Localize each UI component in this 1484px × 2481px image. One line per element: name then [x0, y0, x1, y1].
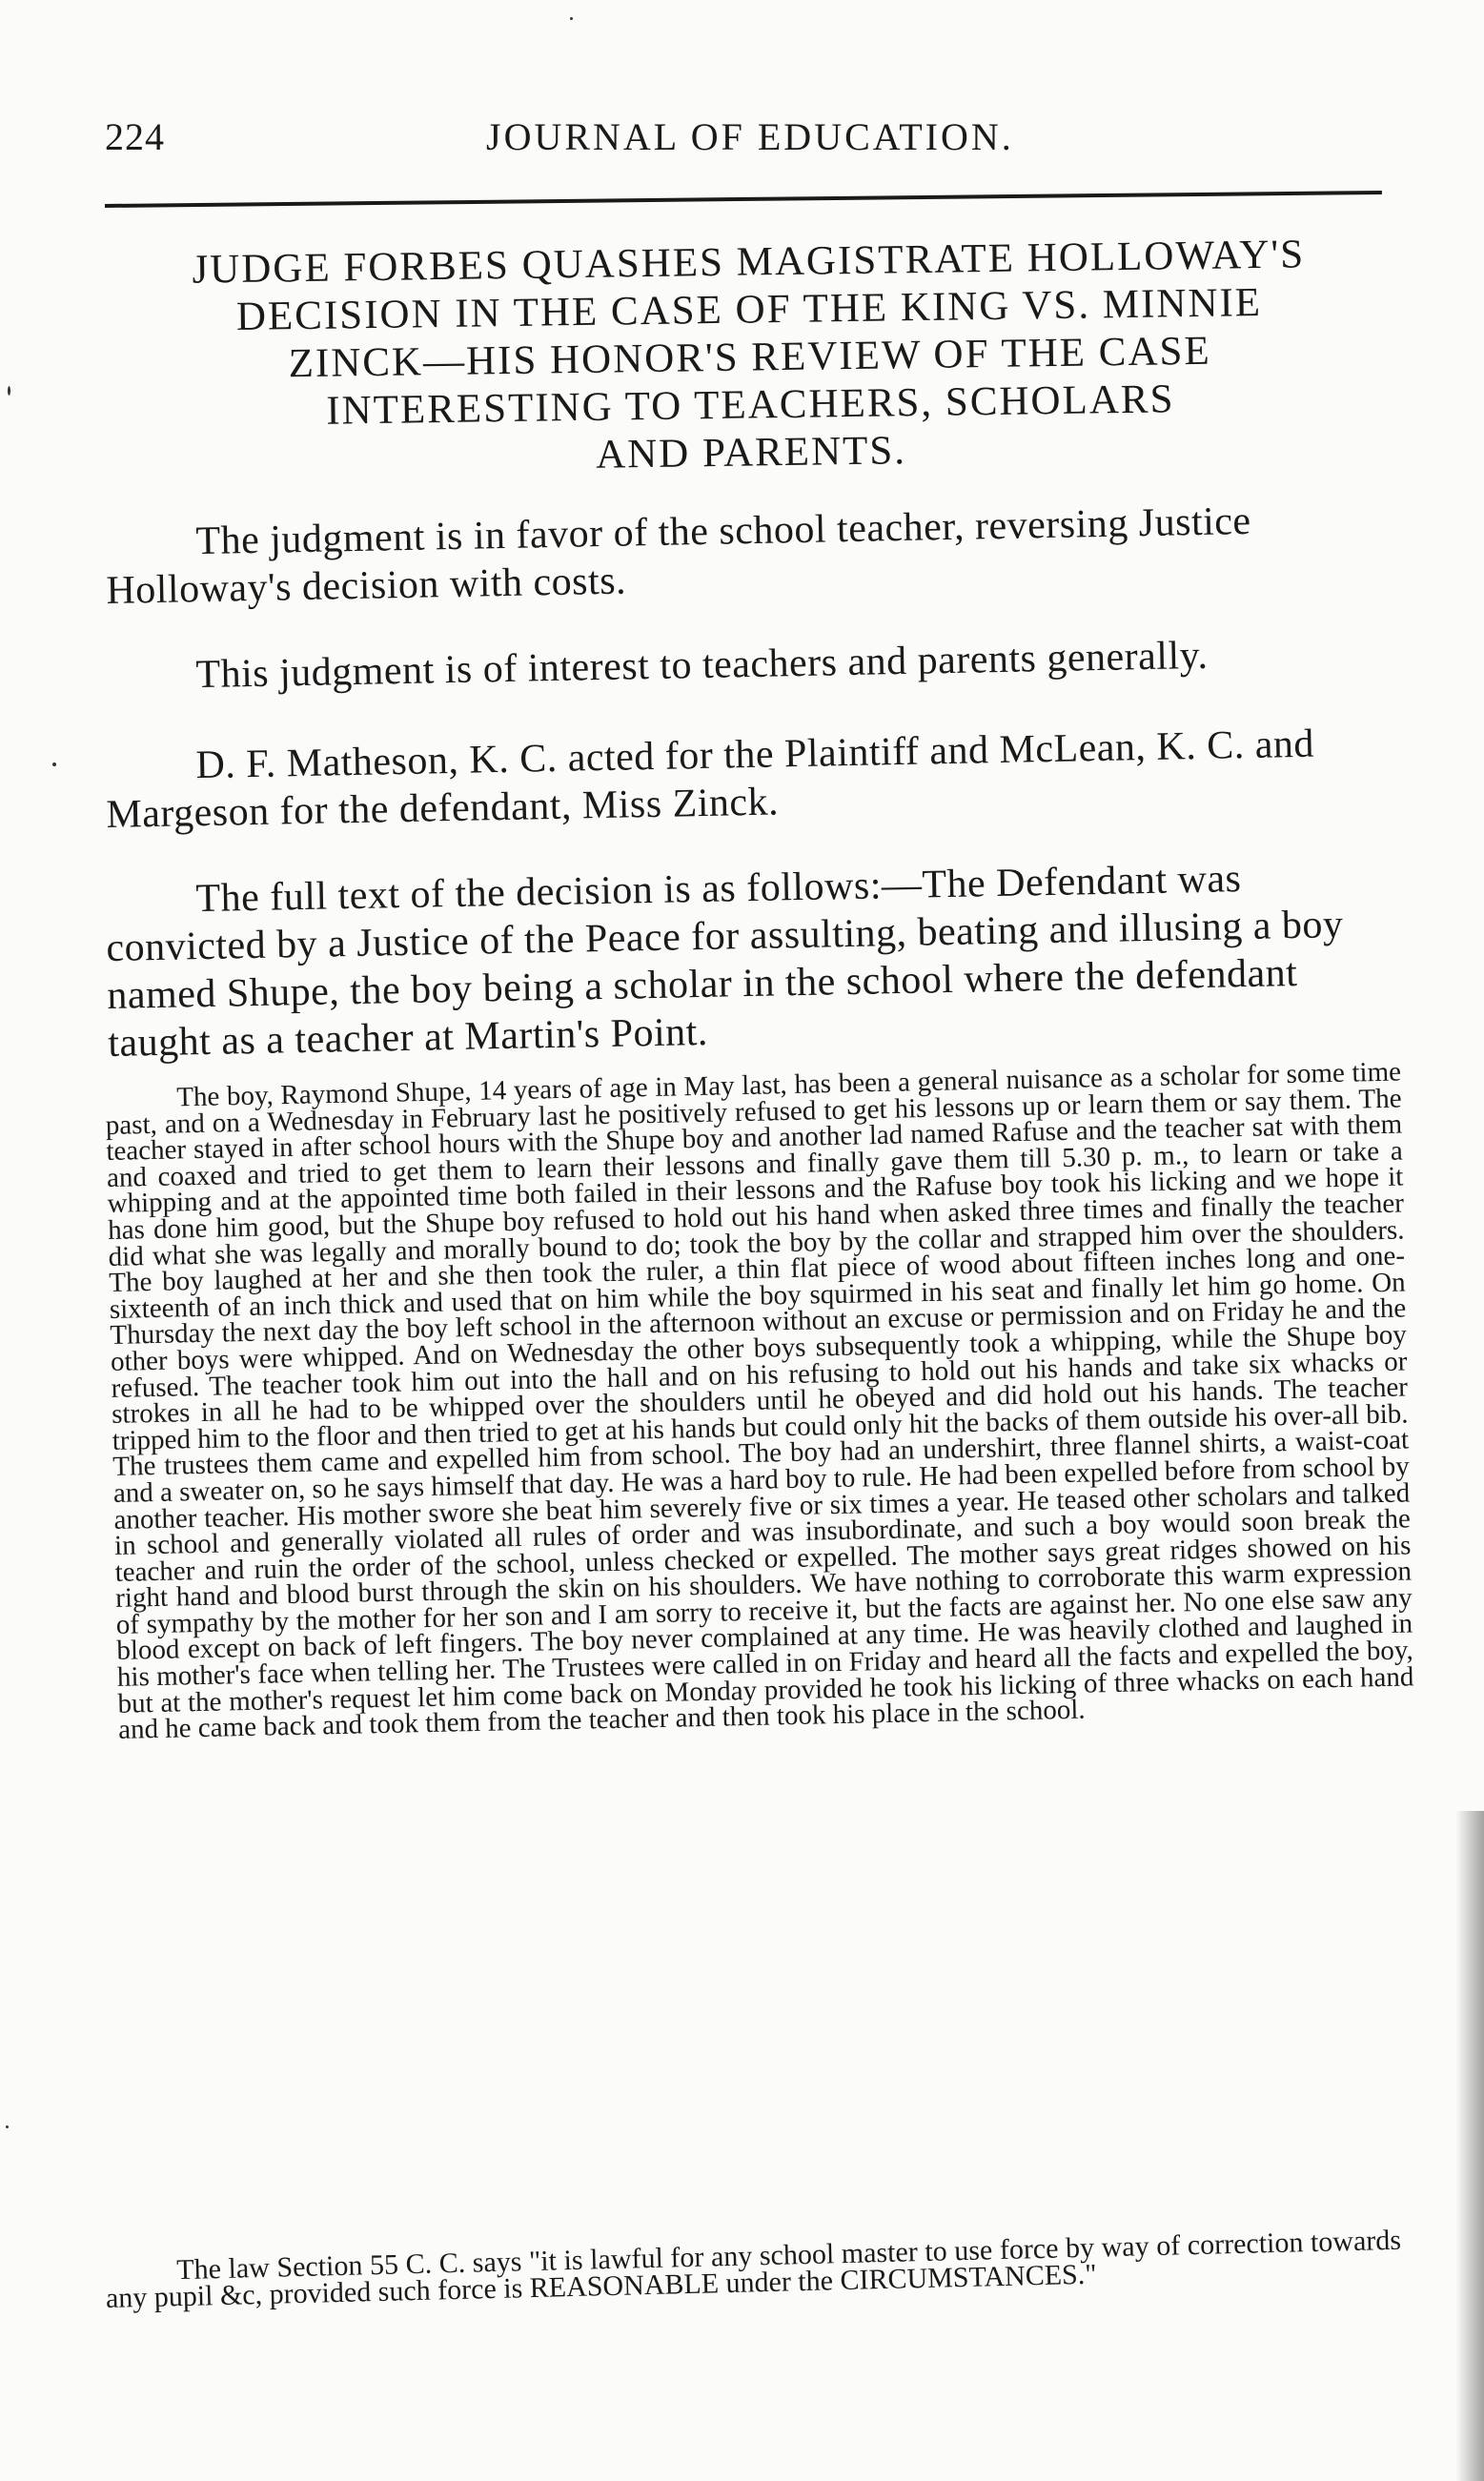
lead-paragraph: This judgment is of interest to teachers and parents generally.: [195, 633, 1209, 698]
lead-paragraph: The full text of the decision is as follows:—The Defendant was convicted by a Justice of the Peace for assulting, beating and illusing a boy named Shupe, the boy being a scholar in the school where the defendant taught as a teacher at Martin's Point.: [105, 857, 1344, 1066]
lead-interest: [105, 628, 1383, 701]
headline-line: ZINCK—HIS HONOR'S REVIEW OF THE CASE: [288, 328, 1211, 387]
scan-speck: [6, 2125, 9, 2128]
page-number: 224: [105, 115, 165, 158]
lead-judgment: [105, 495, 1384, 615]
lead-full-text: [105, 852, 1386, 1068]
lead-paragraph: D. F. Matheson, K. C. acted for the Plaintiff and McLean, K. C. and Margeson for the defendant, Miss Zinck.: [105, 722, 1315, 837]
header-rule: [105, 191, 1382, 208]
page-header: [105, 114, 1382, 172]
body-paragraph: The boy, Raymond Shupe, 14 years of age in May last, has been a general nuisance as a scholar for some time past, and on a Wednesday in February last he positively refused to get his lessons up or learn them or say them. The teacher stayed in after school hours with the Shupe boy and another lad named Rafuse and the teacher sat with them and coaxed and tried to get them to learn their lessons and finally gave them till 5.30 p. m., to learn or take a whipping and at the appointed time both failed in their lessons and the Rafuse boy took his licking and we hope it has done him good, but the Shupe boy refused to hold out his hand when asked three times and finally the teacher did what she was legally and morally bound to do; took the boy by the collar and strapped him over the shoulders. The boy laughed at her and she then took the ruler, a thin flat piece of wood about fifteen inches long and one-sixteenth of an inch thick and used that on him while the boy squirmed in his seat and finally let him go home. On Thursday the next day the boy left school in the afternoon without an excuse or permission and on Friday he and the other boys were whipped. And on Wednesday the other boys subsequently took a whipping, while the Shupe boy refused. The teacher took him out into the hall and on his refusing to hold out his hands and take six whacks or strokes in all he had to be whipped over the shoulders until he obeyed and did hold out his hands. The teacher tripped him to the floor and then tried to get at his hands but could only hit the backs of them outside his over-all bib. The trustees them came and expelled him from school. The boy had an undershirt, three flannel shirts, a waist-coat and a sweater on, so he says himself that day. He was a hard boy to rule. He had been expelled before from school by another teacher. His mother swore she beat him severely five or six times a year. He teased other scholars and talked in school and generally violated all rules of order and was insubordinate, and such a boy would soon break the teacher and ruin the order of the school, unless checked or expelled. The mother says great ridges showed on his right hand and blood burst through the skin on his shoulders. We have nothing to corroborate this warm expression of sympathy by the mother for her son and I am sorry to receive it, but the facts are against her. No one else saw any blood except on back of left fingers. The boy never complained at any time. He was heavily clothed and laughed in his mother's face when telling her. The Trustees were called in on Friday and heard all the facts and expelled the boy, but at the mother's request let him come back on Monday provided he took his licking of three whacks on each hand and he came back and took them from the teacher and then took his place in the school.: [105, 1056, 1414, 1746]
headline-line: INTERESTING TO TEACHERS, SCHOLARS: [325, 376, 1175, 434]
article-headline: [100, 230, 1399, 486]
scan-speck: [8, 386, 10, 396]
headline-line: AND PARENTS.: [595, 428, 907, 478]
lead-paragraph: The judgment is in favor of the school teacher, reversing Justice Holloway's decision with costs.: [105, 498, 1252, 613]
journal-title: JOURNAL OF EDUCATION.: [486, 115, 1014, 158]
decision-body: [105, 1056, 1414, 1746]
scan-speck: [570, 17, 573, 20]
scan-edge-shadow: [1455, 1811, 1484, 2481]
headline-line: JUDGE FORBES QUASHES MAGISTRATE HOLLOWAY'S: [192, 232, 1306, 293]
headline-line: DECISION IN THE CASE OF THE KING VS. MINNIE: [235, 279, 1263, 340]
lead-counsel: [105, 719, 1384, 839]
law-quote: [105, 2224, 1402, 2314]
law-paragraph: The law Section 55 C. C. says "it is lawful for any school master to use force by way of correction towards any pupil &c, provided such force is REASONABLE under the CIRCUMSTANCES.": [105, 2224, 1402, 2314]
scan-speck: [52, 763, 56, 766]
